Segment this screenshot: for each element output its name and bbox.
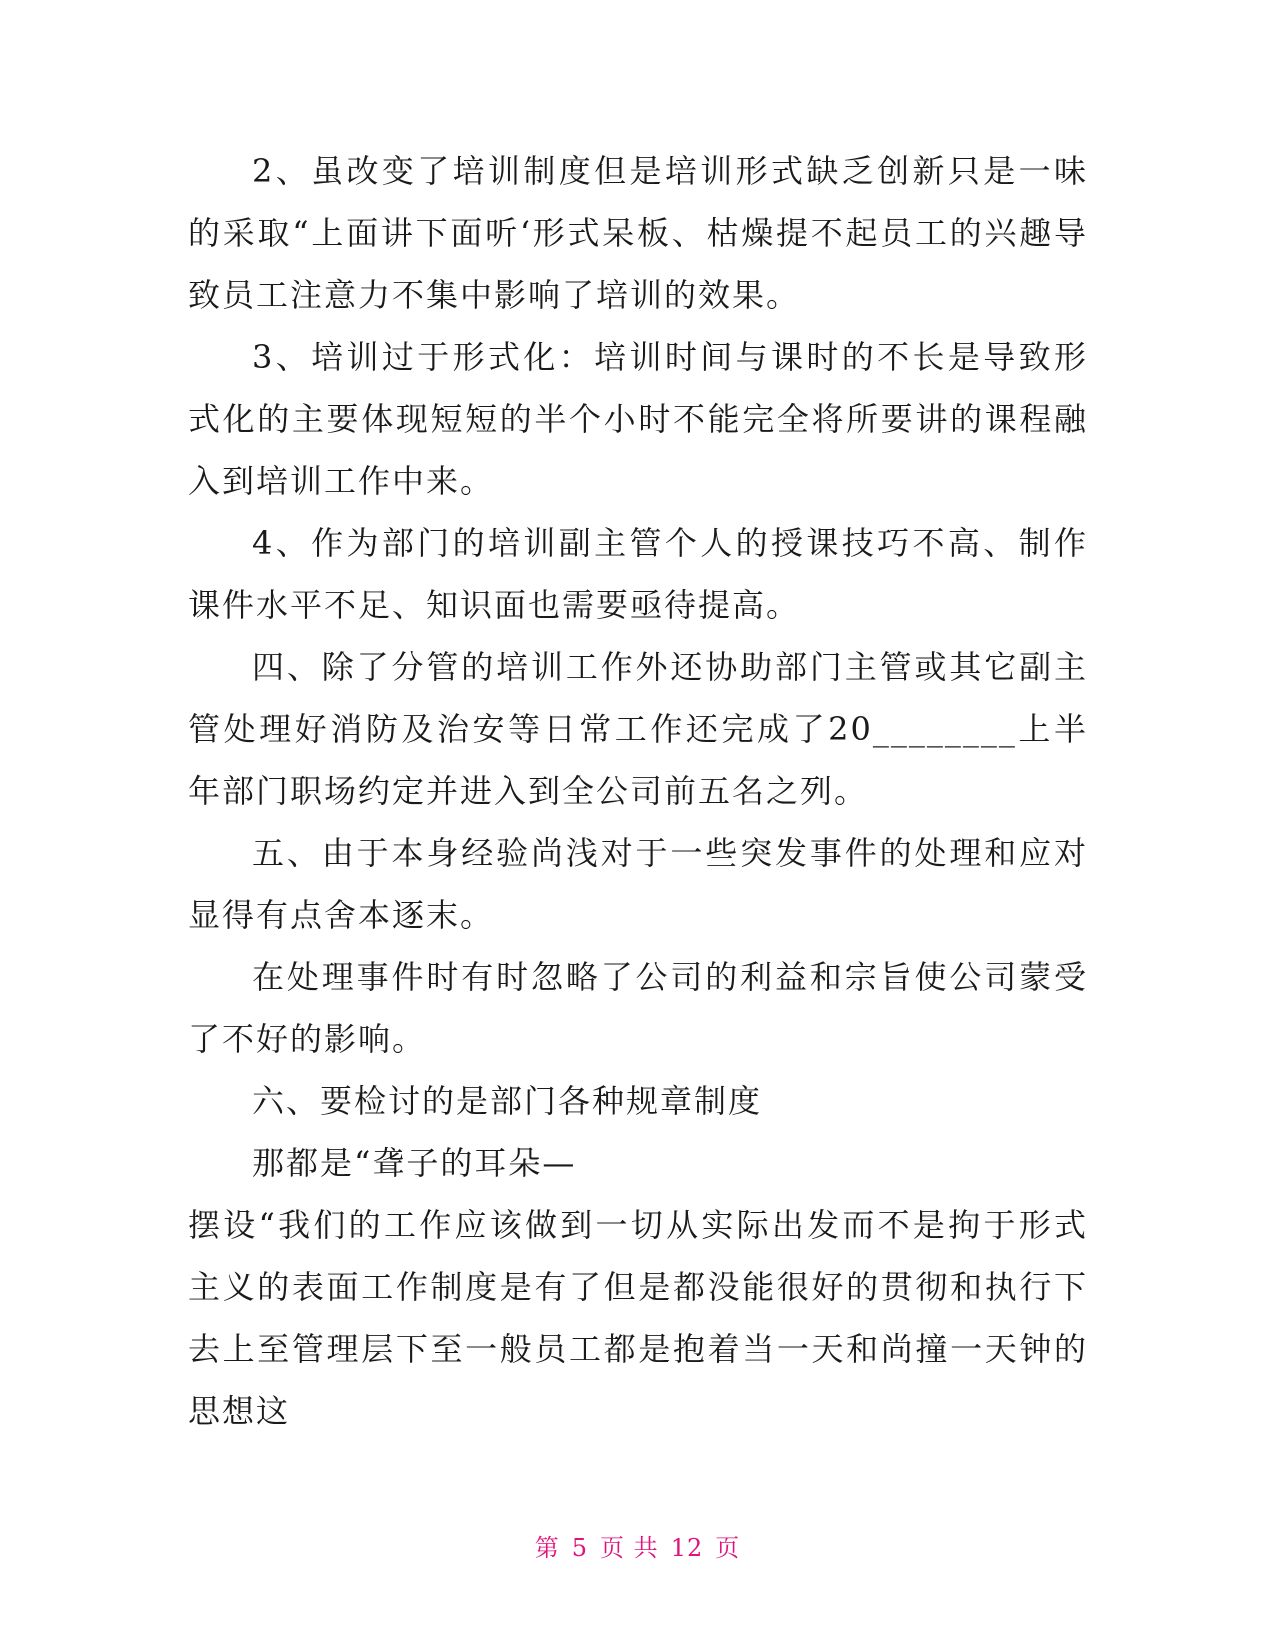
- footer-middle: 页 共: [600, 1534, 659, 1562]
- paragraph-item-2: 2、虽改变了培训制度但是培训形式缺乏创新只是一味的采取“上面讲下面听‘形式呆板、枯燥提不起员工的兴趣导致员工注意力不集中影响了培训的效果。: [188, 152, 1088, 314]
- footer-prefix: 第: [534, 1534, 560, 1562]
- paragraph-item-4: 4、作为部门的培训副主管个人的授课技巧不高、制作课件水平不足、知识面也需要亟待提高。: [188, 524, 1088, 624]
- page-footer: [0, 1528, 1275, 1563]
- footer-page-number: 5: [571, 1534, 589, 1562]
- paragraph-section-5-continued: 在处理事件时有时忽略了公司的利益和宗旨使公司蒙受了不好的影响。: [188, 958, 1088, 1058]
- footer-suffix: 页: [715, 1534, 741, 1562]
- paragraph-section-5: 五、由于本身经验尚浅对于一些突发事件的处理和应对显得有点舍本逐末。: [188, 834, 1088, 934]
- paragraph-section-6: 六、要检讨的是部门各种规章制度: [252, 1082, 763, 1120]
- paragraph-section-6-body: 摆设“我们的工作应该做到一切从实际出发而不是拘于形式主义的表面工作制度是有了但是都没能很好的贯彻和执行下去上至管理层下至一般员工都是抱着当一天和尚撞一天钟的思想这: [188, 1206, 1088, 1430]
- paragraph-section-6-continued: 那都是“聋子的耳朵—: [252, 1144, 577, 1182]
- footer-total-pages: 12: [670, 1534, 704, 1562]
- paragraph-section-4: 四、除了分管的培训工作外还协助部门主管或其它副主管处理好消防及治安等日常工作还完成了20________上半年部门职场约定并进入到全公司前五名之列。: [188, 648, 1088, 810]
- paragraph-item-3: 3、培训过于形式化：培训时间与课时的不长是导致形式化的主要体现短短的半个小时不能完全将所要讲的课程融入到培训工作中来。: [188, 338, 1088, 500]
- document-body: [188, 140, 1088, 1442]
